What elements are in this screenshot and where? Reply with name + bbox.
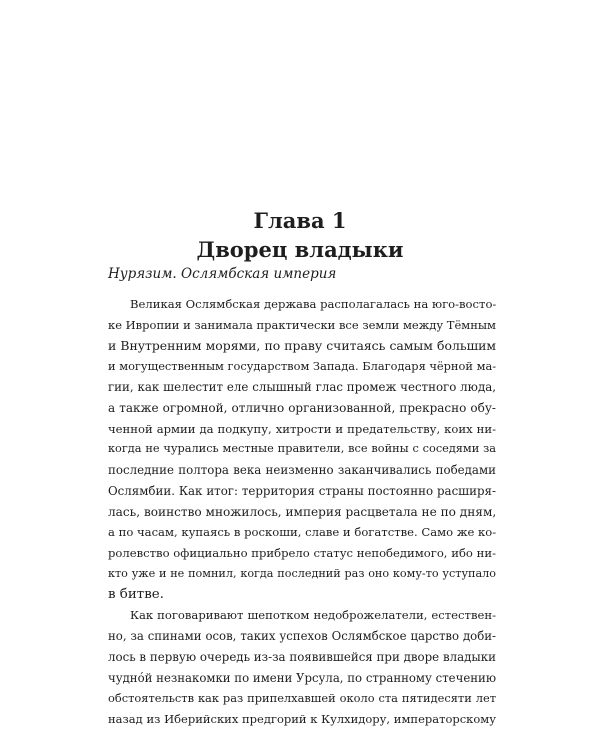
- text-line: чуднóй незнакомки по имени Урсула, по странному стечению: [108, 670, 496, 685]
- chapter-heading: [0, 206, 600, 264]
- text-line: а также огромной, отлично организованной, прекрасно обу-: [108, 400, 496, 415]
- text-line: кто уже и не помнил, когда последний раз оно кому-то уступало: [108, 566, 496, 580]
- text-line: Ослямбии. Как итог: территория страны постоянно расширя-: [108, 483, 496, 498]
- text-line: ке Иврoпии и занимала практически все земли между Тёмным: [108, 317, 496, 332]
- body-text: [108, 294, 496, 730]
- text-line: обстоятельств как раз припелхавшей около ста пятидесяти лет: [108, 691, 496, 706]
- chapter-number: Глава 1: [253, 208, 347, 233]
- text-line: и Внутренним морями, по праву считаясь самым большим: [108, 337, 496, 353]
- text-line: а по часам, купаясь в роскоши, славе и богатстве. Само же ко-: [108, 525, 496, 540]
- chapter-title: Дворец владыки: [196, 237, 404, 262]
- text-line: лась, воинство множилось, империя расцветала не по дням,: [108, 504, 496, 519]
- text-line: ченной армии да подкупу, хитрости и предательству, коих ни-: [108, 421, 496, 436]
- chapter-epigraph: Нурязим. Ослямбская империя: [108, 266, 337, 282]
- text-line: ролевство официально прибрело статус непобедимого, ибо ни-: [108, 546, 496, 560]
- text-line: гии, как шелестит еле слышный глас промеж честного люда,: [108, 380, 496, 394]
- text-line: когда не чурались местные правители, все войны с соседями за: [108, 442, 496, 456]
- text-line: Как поговаривают шепотком недоброжелатели, естествен-: [130, 608, 496, 623]
- text-line: последние полтора века неизменно заканчивались победами: [108, 463, 496, 477]
- text-line: и могущественным государством Запада. Благодаря чёрной ма-: [108, 359, 496, 374]
- text-line: лось в первую очередь из-за появившейся при дворе владыки: [108, 649, 496, 664]
- text-line: но, за спинами осов, таких успехов Ослямбское царство доби-: [108, 629, 496, 643]
- text-line: назад из Иберийских предгорий к Кулхидору, императорскому: [108, 712, 496, 726]
- text-line: в битве.: [108, 586, 164, 602]
- text-line: Великая Ослямбская держава располагалась на юго-восто-: [130, 297, 496, 311]
